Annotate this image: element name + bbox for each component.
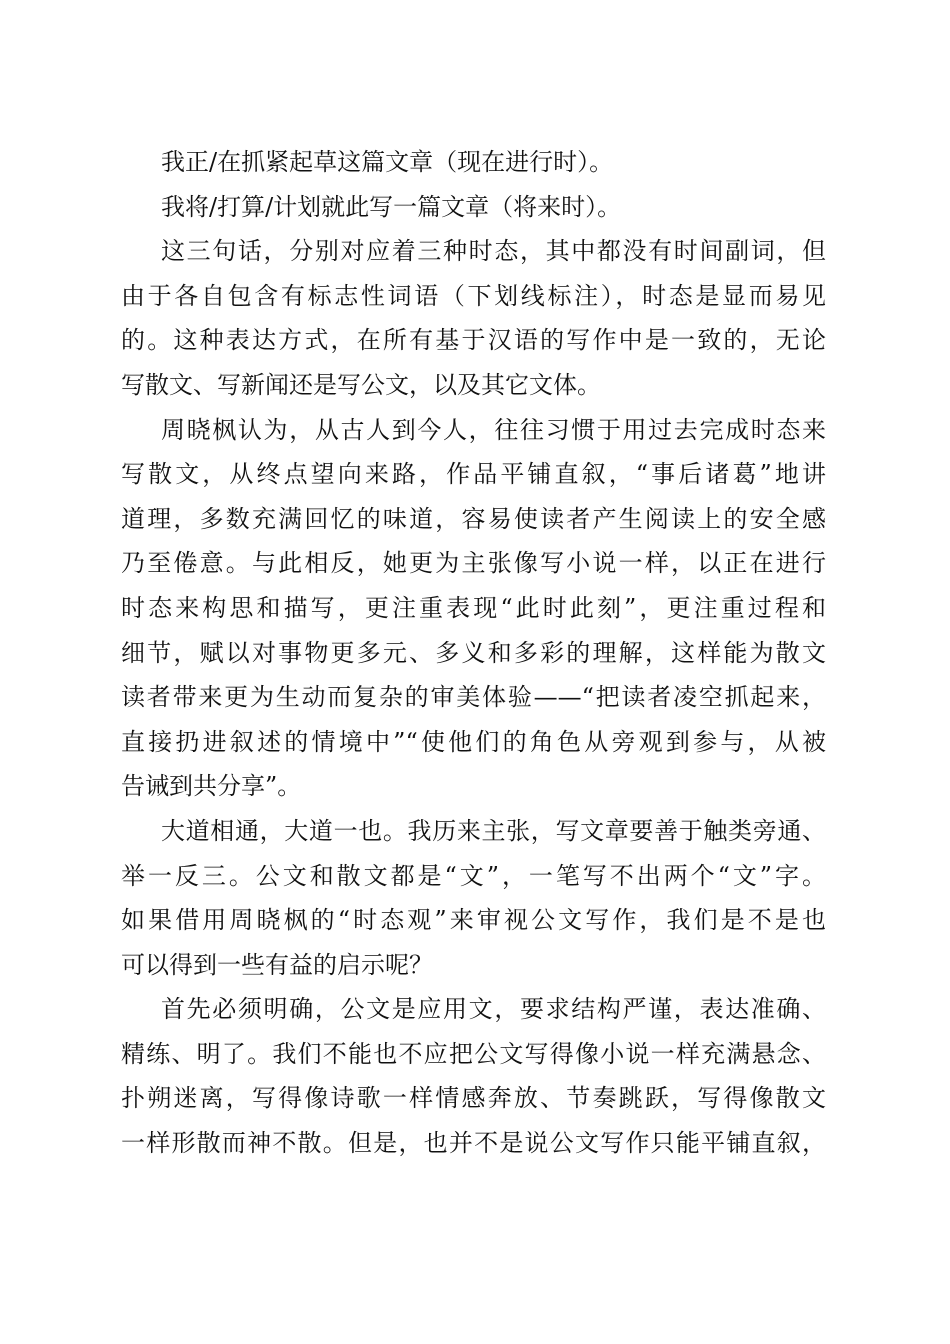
text-line: 举一反三。公文和散文都是“文”，一笔写不出两个“文”字。	[121, 861, 826, 890]
text-line: 写散文，从终点望向来路，作品平铺直叙，“事后诸葛”地讲	[121, 460, 826, 489]
text-line: 我将/打算/计划就此写一篇文章（将来时）。	[161, 192, 622, 221]
paragraph-zhou-xiaofeng-view	[121, 408, 826, 809]
text-line: 细节，赋以对事物更多元、多义和多彩的理解，这样能为散文	[121, 638, 826, 667]
text-line: 如果借用周晓枫的“时态观”来审视公文写作，我们是不是也	[121, 906, 826, 935]
text-line: 时态来构思和描写，更注重表现“此时此刻”，更注重过程和	[121, 593, 826, 622]
document-body	[121, 140, 826, 1166]
text-line: 由于各自包含有标志性词语（下划线标注），时态是显而易见	[121, 281, 826, 310]
paragraph-great-way	[121, 809, 826, 987]
text-line: 精练、明了。我们不能也不应把公文写得像小说一样充满悬念、	[121, 1039, 826, 1068]
text-line: 直接扔进叙述的情境中”“使他们的角色从旁观到参与，从被	[121, 727, 826, 756]
text-line: 的。这种表达方式，在所有基于汉语的写作中是一致的，无论	[121, 326, 826, 355]
text-line: 写散文、写新闻还是写公文，以及其它文体。	[121, 370, 601, 399]
text-line: 首先必须明确，公文是应用文，要求结构严谨，表达准确、	[161, 995, 826, 1024]
text-line: 扑朔迷离，写得像诗歌一样情感奔放、节奏跳跃，写得像散文	[121, 1084, 826, 1113]
text-line: 可以得到一些有益的启示呢？	[121, 950, 433, 979]
text-line: 乃至倦意。与此相反，她更为主张像写小说一样，以正在进行	[121, 549, 826, 578]
text-line: 道理，多数充满回忆的味道，容易使读者产生阅读上的安全感	[121, 504, 826, 533]
paragraph-present-tense-example	[121, 140, 826, 185]
text-line: 周晓枫认为，从古人到今人，往往习惯于用过去完成时态来	[161, 415, 826, 444]
text-line: 告诫到共分享”。	[121, 772, 302, 801]
paragraph-official-writing	[121, 987, 826, 1165]
text-line: 我正/在抓紧起草这篇文章（现在进行时）。	[161, 148, 614, 176]
text-line: 大道相通，大道一也。我历来主张，写文章要善于触类旁通、	[161, 816, 826, 845]
paragraph-future-tense-example	[121, 185, 826, 230]
paragraph-tense-explanation	[121, 229, 826, 407]
text-line: 一样形散而神不散。但是，也并不是说公文写作只能平铺直叙，	[121, 1129, 826, 1158]
text-line: 这三句话，分别对应着三种时态，其中都没有时间副词，但	[161, 237, 826, 266]
text-line: 读者带来更为生动而复杂的审美体验——“把读者凌空抓起来，	[121, 683, 826, 712]
